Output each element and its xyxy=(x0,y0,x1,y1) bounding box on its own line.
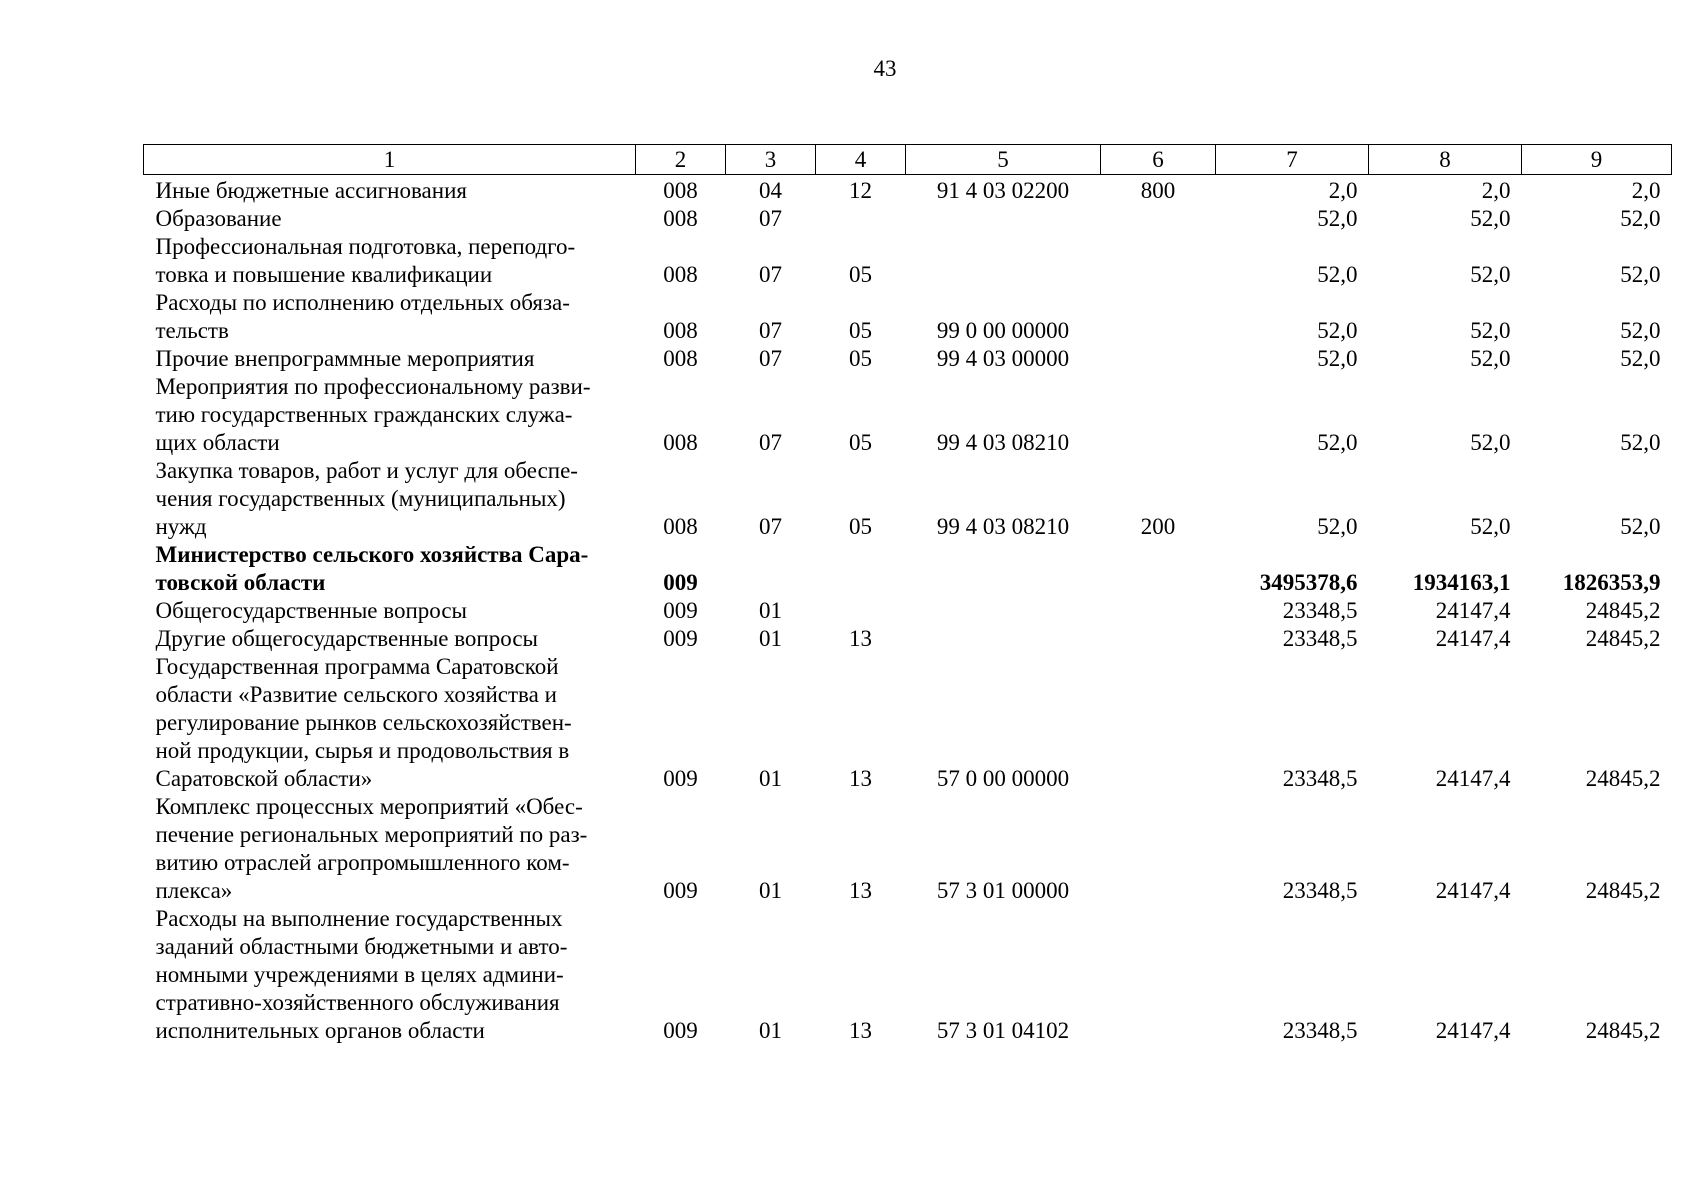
row-col-5 xyxy=(906,541,1101,597)
row-col-2: 008 xyxy=(663,318,698,343)
row-col-2: 008 xyxy=(663,430,698,455)
table-header xyxy=(144,145,1672,175)
row-col-3: 07 xyxy=(759,346,782,371)
header-col-5: 5 xyxy=(906,145,1101,175)
row-col-6 xyxy=(1101,625,1216,653)
header-col-2: 2 xyxy=(636,145,726,175)
row-col-3: 01 xyxy=(759,878,782,903)
row-col-7: 23348,5 xyxy=(1282,626,1358,651)
row-col-8: 52,0 xyxy=(1470,206,1511,231)
row-name: Образование xyxy=(155,206,282,231)
row-col-2: 008 xyxy=(663,346,698,371)
header-col-1: 1 xyxy=(144,145,636,175)
row-col-3: 07 xyxy=(759,262,782,287)
row-col-6 xyxy=(1101,233,1216,289)
row-col-9: 24845,2 xyxy=(1585,878,1661,903)
row-col-6 xyxy=(1101,793,1216,905)
row-col-3: 07 xyxy=(759,430,782,455)
row-col-4: 12 xyxy=(849,178,872,203)
row-col-8: 52,0 xyxy=(1470,262,1511,287)
header-col-4: 4 xyxy=(816,145,906,175)
row-col-9: 24845,2 xyxy=(1585,766,1661,791)
row-name: Расходы по исполнению отдельных обяза- тельств xyxy=(155,290,570,343)
table-row xyxy=(144,597,1672,625)
row-col-5 xyxy=(906,233,1101,289)
row-col-6 xyxy=(1101,653,1216,793)
header-row xyxy=(144,145,1672,175)
row-col-6 xyxy=(1101,905,1216,1045)
table-row xyxy=(144,625,1672,653)
row-col-6 xyxy=(1101,205,1216,233)
row-name: Расходы на выполнение государственных заданий областными бюджетными и авто- номными учреждениями в целях админи- стративно-хозяйственного обслуживания исполнительных органов области xyxy=(155,906,568,1043)
row-col-2: 009 xyxy=(663,878,698,903)
row-col-4: 05 xyxy=(849,514,872,539)
row-col-2: 008 xyxy=(663,262,698,287)
row-col-8: 24147,4 xyxy=(1435,766,1511,791)
header-col-9: 9 xyxy=(1522,145,1672,175)
row-col-2: 009 xyxy=(663,626,698,651)
row-col-3: 07 xyxy=(759,318,782,343)
row-col-3: 04 xyxy=(759,178,782,203)
row-col-4 xyxy=(816,597,906,625)
row-col-7: 52,0 xyxy=(1317,346,1358,371)
row-col-6 xyxy=(1101,373,1216,457)
row-col-2: 009 xyxy=(663,570,698,595)
row-col-6 xyxy=(1101,541,1216,597)
table-row xyxy=(144,373,1672,457)
table-row xyxy=(144,653,1672,793)
row-col-4: 05 xyxy=(849,346,872,371)
row-col-4 xyxy=(816,541,906,597)
row-name: Мероприятия по профессиональному разви- тию государственных гражданских служа- щих области xyxy=(155,374,591,455)
table-row xyxy=(144,793,1672,905)
row-col-5 xyxy=(906,597,1101,625)
row-col-3: 01 xyxy=(759,626,782,651)
row-col-6 xyxy=(1101,345,1216,373)
row-col-5 xyxy=(906,625,1101,653)
row-col-4 xyxy=(816,205,906,233)
row-col-3: 07 xyxy=(759,514,782,539)
row-name: Закупка товаров, работ и услуг для обеспе- чения государственных (муниципальных) нужд xyxy=(155,458,578,539)
row-col-8: 52,0 xyxy=(1470,346,1511,371)
row-col-7: 23348,5 xyxy=(1282,766,1358,791)
row-col-6 xyxy=(1101,289,1216,345)
page-number: 43 xyxy=(873,56,897,81)
row-col-4: 13 xyxy=(849,1018,872,1043)
row-col-2: 009 xyxy=(663,1018,698,1043)
row-col-8: 24147,4 xyxy=(1435,626,1511,651)
row-col-9: 2,0 xyxy=(1631,178,1661,203)
table-row xyxy=(144,457,1672,541)
row-col-2: 009 xyxy=(663,598,698,623)
row-col-4: 05 xyxy=(849,430,872,455)
row-col-5: 99 4 03 00000 xyxy=(936,346,1070,371)
row-col-2: 009 xyxy=(663,766,698,791)
row-col-7: 2,0 xyxy=(1328,178,1358,203)
row-col-2: 008 xyxy=(663,206,698,231)
row-col-9: 52,0 xyxy=(1620,206,1661,231)
row-col-5: 91 4 03 02200 xyxy=(936,178,1070,203)
row-col-3: 01 xyxy=(759,598,782,623)
row-col-9: 24845,2 xyxy=(1585,1018,1661,1043)
row-col-7: 23348,5 xyxy=(1282,598,1358,623)
row-name: Иные бюджетные ассигнования xyxy=(155,178,467,203)
table-row xyxy=(144,175,1672,206)
table-row xyxy=(144,345,1672,373)
row-col-8: 52,0 xyxy=(1470,430,1511,455)
row-col-9: 52,0 xyxy=(1620,430,1661,455)
table-body xyxy=(144,175,1672,1046)
row-col-3: 07 xyxy=(759,206,782,231)
row-col-9: 1826353,9 xyxy=(1562,570,1661,595)
row-col-7: 52,0 xyxy=(1317,430,1358,455)
row-col-5: 57 3 01 00000 xyxy=(936,878,1070,903)
header-col-3: 3 xyxy=(726,145,816,175)
row-col-7: 52,0 xyxy=(1317,206,1358,231)
row-col-6: 800 xyxy=(1140,178,1176,203)
table-row xyxy=(144,905,1672,1045)
row-col-9: 52,0 xyxy=(1620,514,1661,539)
row-col-7: 23348,5 xyxy=(1282,1018,1358,1043)
row-col-3: 01 xyxy=(759,766,782,791)
header-col-8: 8 xyxy=(1369,145,1522,175)
row-name: Прочие внепрограммные мероприятия xyxy=(155,346,535,371)
row-col-5: 99 4 03 08210 xyxy=(936,430,1070,455)
row-col-6: 200 xyxy=(1140,514,1176,539)
row-col-5: 99 0 00 00000 xyxy=(936,318,1070,343)
row-col-6 xyxy=(1101,597,1216,625)
header-col-7: 7 xyxy=(1216,145,1369,175)
budget-table-container xyxy=(143,144,1671,1045)
row-col-8: 52,0 xyxy=(1470,514,1511,539)
row-name: Комплекс процессных мероприятий «Обес- печение региональных мероприятий по раз- витию отраслей агропромышленного ком- плекса» xyxy=(155,794,588,903)
row-col-9: 52,0 xyxy=(1620,318,1661,343)
row-col-8: 2,0 xyxy=(1481,178,1511,203)
row-col-9: 52,0 xyxy=(1620,262,1661,287)
row-name: Государственная программа Саратовской области «Развитие сельского хозяйства и регулирование рынков сельскохозяйствен- ной продукции, сырья и продовольствия в Саратовской области» xyxy=(155,654,572,791)
table-row xyxy=(144,289,1672,345)
row-col-4: 05 xyxy=(849,318,872,343)
row-col-9: 52,0 xyxy=(1620,346,1661,371)
row-col-3: 01 xyxy=(759,1018,782,1043)
row-col-9: 24845,2 xyxy=(1585,598,1661,623)
row-name: Министерство сельского хозяйства Сара- товской области xyxy=(155,542,589,595)
row-col-4: 13 xyxy=(849,766,872,791)
row-col-7: 23348,5 xyxy=(1282,878,1358,903)
row-col-4: 13 xyxy=(849,878,872,903)
row-col-2: 008 xyxy=(663,178,698,203)
row-name: Другие общегосударственные вопросы xyxy=(155,626,538,651)
row-name: Профессиональная подготовка, переподго- товка и повышение квалификации xyxy=(155,234,576,287)
table-row xyxy=(144,541,1672,597)
row-col-7: 52,0 xyxy=(1317,262,1358,287)
row-col-5: 57 3 01 04102 xyxy=(936,1018,1070,1043)
table-row xyxy=(144,205,1672,233)
row-col-5 xyxy=(906,205,1101,233)
row-col-9: 24845,2 xyxy=(1585,626,1661,651)
row-col-4: 05 xyxy=(849,262,872,287)
row-col-8: 24147,4 xyxy=(1435,598,1511,623)
row-col-7: 52,0 xyxy=(1317,318,1358,343)
row-col-8: 1934163,1 xyxy=(1412,570,1511,595)
header-col-6: 6 xyxy=(1101,145,1216,175)
row-col-7: 3495378,6 xyxy=(1259,570,1358,595)
row-col-3 xyxy=(726,541,816,597)
budget-table xyxy=(143,144,1672,1045)
row-col-7: 52,0 xyxy=(1317,514,1358,539)
row-name: Общегосударственные вопросы xyxy=(155,598,467,623)
row-col-8: 24147,4 xyxy=(1435,1018,1511,1043)
table-row xyxy=(144,233,1672,289)
row-col-8: 24147,4 xyxy=(1435,878,1511,903)
row-col-4: 13 xyxy=(849,626,872,651)
row-col-5: 57 0 00 00000 xyxy=(936,766,1070,791)
row-col-5: 99 4 03 08210 xyxy=(936,514,1070,539)
row-col-2: 008 xyxy=(663,514,698,539)
row-col-8: 52,0 xyxy=(1470,318,1511,343)
